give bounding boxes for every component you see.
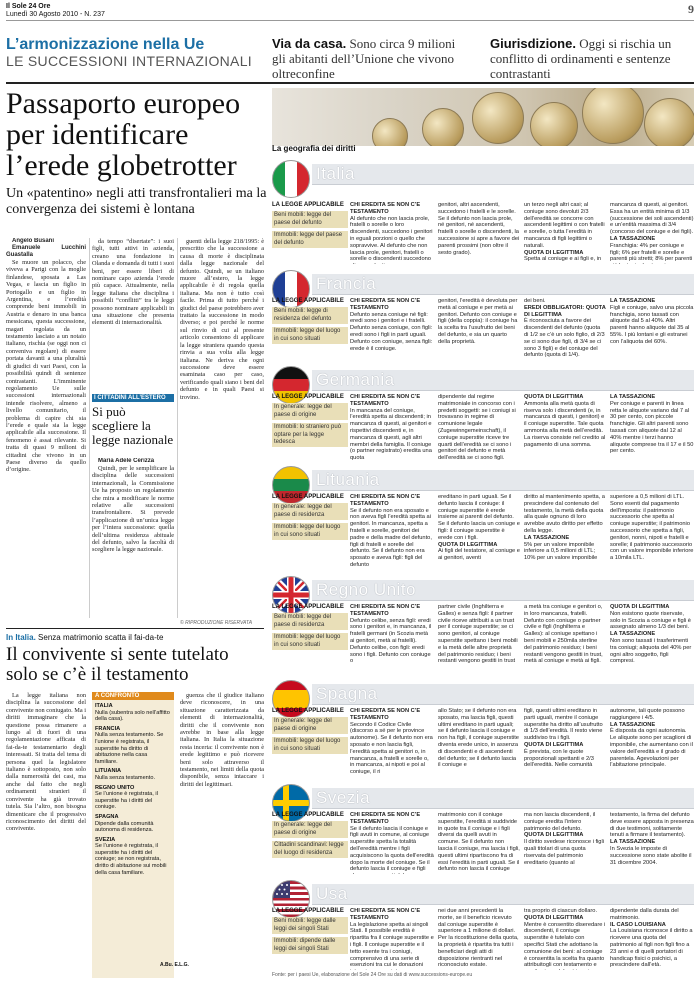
box-title: Si può scegliere la legge nazionale (92, 404, 174, 447)
law-header: LA LEGGE APPLICABILE (272, 908, 344, 914)
law-header: LA LEGGE APPLICABILE (272, 708, 344, 714)
cell-heading: QUOTA DI LEGITTIMA (438, 541, 498, 548)
cell-text: testamento, la firma del defunto deve essere apposta in presenza di due testimoni, solitamente tenuti a firmare il testamento). (610, 812, 694, 839)
byline: Angelo Busani (12, 238, 55, 244)
coin-image (530, 102, 578, 146)
article-column (6, 238, 86, 618)
coin-image (644, 98, 694, 146)
cell-text: Defunto senza coniuge né figli: eredi sono i genitori e i fratelli. Defunto senza coniuge, con figli: eredi sono i figli in parti uguali. Defunto con coniuge, senza figli: erede è il coniuge. (350, 311, 433, 352)
country-spagna (272, 676, 694, 780)
cell-heading: QUOTA DI LEGITTIMA (610, 604, 670, 610)
cell-text: Spetta al coniuge e ai figli e, in (524, 256, 602, 263)
cell-text: dipendente dalla durata del matrimonio. (610, 908, 679, 921)
section-divider (6, 628, 264, 629)
cell-heading: CHI EREDITA SE NON C’È TESTAMENTO (350, 708, 421, 721)
coin-image (582, 88, 644, 144)
heirs-cell (438, 494, 520, 570)
sidebar-box (92, 394, 174, 447)
country-name: Spagna (316, 684, 378, 703)
cell-text: superiore a 0,5 milioni di LTL. Sono esenti dal pagamento dell’imposta: il patrimonio successorio che spetta al coniuge superstite; il patrimonio successorio che spetta a figli, genitori, nonni, nipoti e fratelli e sorelle; il patrimonio successorio con un valore imponibile inferiore a 10mila LTL. (610, 494, 694, 562)
teaser-expats (272, 36, 472, 81)
applicable-law (272, 494, 348, 543)
article-column (6, 692, 86, 980)
cell-text: Mentre è consentito diseredare i discendenti, il coniuge superstite è tutelato con specifici Stati che adottano la comunione dei beni: al coniuge è consentita la scelta fra quanto attribuitogli con testamento e (524, 921, 606, 969)
law-item: Immobili: legge del luogo in cui sono situati (272, 633, 348, 650)
article-text: Se muore un polacco, che viveva a Parigi con la moglie finlandese, sposata a Las Vegas, e lascia un figlio in Portogallo e un figlio in Argentina, e l’eredità comprende beni immobili in Austria e denaro in una banca messicana, questa successione, magari regolata da un testamento lasciato a un notaio italiano, rischia (se oggi non ci conveniva regolare) di essere portata davanti a una pluralità di giudici di vari Paesi, con la possibilità quindi di sentenze contrastanti. L’imminente regolamento Ue sulle successioni internazionali intende risolvere, almeno a livello comunitario, il problema di capire chi sia l’erede e quale sia la legge applicabile alla successione. Il fenomeno è assai rilevante. Si tratta di quasi 9 milioni di cittadini che vivono in un Paese diverso da quello d’origine. (6, 259, 86, 474)
law-item: In generale: legge del paese di origine (272, 717, 348, 734)
cell-heading: QUOTA DI LEGITTIMA (524, 249, 584, 256)
tax-cell (610, 202, 694, 264)
teaser-text: Oggi si rischia un conflitto di ordinamenti e sentenze contrastanti (490, 36, 672, 81)
article-text: da tempo “disertate”: i suoi figli, tutti attivi in azienda, creano una fondazione in Olanda e domanda di tutti i suoi beni, per essere liberi di nominare capo azienda l’erede più capace. Attualmente, nella legge italiana che disciplina i possibili “conflitti” tra le leggi possono nominare applicabili in una situazione che presenta elementi di internazionalità. (92, 238, 174, 327)
country-name: Usa (316, 884, 348, 903)
graphic-source: Fonte: per i paesi Ue, elaborazione del Sole 24 Ore su dati di www.successions-europe.eu (272, 972, 473, 978)
law-item: Immobili: lo straniero può optare per la legge tedesca (272, 423, 348, 447)
heirs-cell (438, 604, 520, 674)
newspaper-name: Il Sole 24 Ore (6, 3, 51, 10)
cell-text: Defunto celibe, senza figli: eredi sono i genitori e, in mancanza, il fratelli germani (in Scozia metà ai genitori, metà ai fratelli). Defunto celibe, con figli: eredi sono i figli. Defunto con coniuge o (350, 617, 432, 665)
applicable-law (272, 394, 348, 450)
cell-heading: LA TASSAZIONE (610, 298, 656, 304)
box-label: I CITTADINI ALL’ESTERO (92, 394, 174, 402)
law-item: In generale: legge del paese di origine (272, 821, 348, 838)
graphic-title: La geografia dei diritti (272, 144, 356, 153)
comparison-box (92, 692, 174, 978)
reserve-cell (524, 394, 606, 460)
cell-text: ma non lascia discendenti, il coniuge eredita l’intero patrimonio del defunto. (524, 812, 596, 832)
cell-heading: IL CASO LOUISIANA (610, 921, 666, 928)
heirs-cell (438, 812, 520, 874)
heirs-cell (438, 394, 520, 460)
cell-text: In mancanza del coniuge, l’eredità spetta ai discendenti; in mancanza di questi, ai genitori e rispettivi discendenti e, in mancanza di questi, agli altri membri della famiglia. Il coniuge (o partner registrato) eredita una quota (350, 407, 432, 460)
cell-text: Franchigia: 4% per coniuge e figli; 6% per fratelli e sorelle e parenti più stretti; 8% per parenti (610, 242, 693, 263)
country-banner (312, 884, 694, 905)
cell-heading: LA TASSAZIONE (610, 394, 656, 400)
cell-text: genitori, altri ascendenti, succedono i fratelli e le sorelle. Se il defunto non lascia prole, né genitori, né ascendenti, fratelli o sorelle o discendenti, la successione si apre a favore dei parenti prossimi (non oltre il sesto grado). (438, 202, 520, 256)
cell-text: Se il defunto non era sposato e non aveva figli l’eredità spetta ai genitori. In mancanza, spetta a fratelli e sorelle, genitori dei padre e della madre del defunto, figli di fratelli e sorelle del defunto. Se il defunto non era sposato e aveva figli: figli del defunto (350, 507, 432, 568)
reserve-cell (524, 298, 606, 360)
applicable-law (272, 202, 348, 251)
cell-text: matrimonio con il coniuge superstite, l’eredità si suddivide in quote tra il coniuge e i figli diversi da quelli avuti in comune. Se il defunto non lascia il coniuge, ma lascia i figli, questi ultimi ripartiscono fra di essi l’eredità in parti uguali. Se il defunto non lascia il coniuge (438, 812, 520, 873)
cell-text: Non esistono quote riservate, solo in Scozia a coniuge e figli è assegnato almeno 1/3 dei beni. (610, 610, 691, 631)
column-divider (89, 238, 90, 618)
cell-heading: LA TASSAZIONE (610, 235, 656, 242)
law-item: Beni mobili: legge del paese del defunto (272, 211, 348, 228)
heirs-cell (350, 908, 434, 970)
comparison-item (95, 814, 171, 834)
applicable-law (272, 708, 348, 757)
cell-text: partner civile (Inghilterra e Galles) e senza figli: il partner civile riceve attribuiti a un trust per il coniuge superstite; se ci sono genitori, al coniuge superstite spettano i beni mobili e la metà delle altre proprietà del patrimonio residuo; i beni restanti vengono gestiti in trust (438, 604, 518, 665)
column-divider (177, 238, 178, 618)
second-kicker (6, 633, 163, 642)
law-item: Cittadini scandinavi: legge del luogo di residenza (272, 841, 348, 858)
comparison-text: Nulla senza testamento. (95, 774, 156, 781)
reserve-cell (524, 708, 606, 778)
applicable-law (272, 298, 348, 347)
comparison-text: Dipende dalla comunità autonoma di residenza. (95, 820, 154, 834)
country-germania (272, 362, 694, 462)
main-deck: Un «patentino» negli atti transfrontalieri ma la convergenza dei sistemi è lontana (6, 186, 267, 217)
country-lituania (272, 462, 694, 572)
article-text: Quindi, per le semplificare la disciplina delle successioni internazionali, la Commissione Ue ha proposto un regolamento che mira a modificare le norme relative alle successioni transfrontaliere. Si prevede l’applicazione di un’unica legge per l’intera successione: quella dell’ultima residenza abituale del defunto, salvo la facoltà di scegliere la legge nazionale. (92, 465, 174, 554)
cell-text: Al defunto che non lascia prole, fratelli o sorelle o loro discendenti, succedono i genitori in eguali porzioni o quello che sopravvive. Al defunto che non lascia prole, genitori, fratelli o sorelle o discendenti succedono (350, 215, 433, 263)
cell-text: Se il defunto lascia il coniuge e figli avuti in comune, al coniuge superstite spetta la totalità dell’eredità mentre i figli acquisiscono la quota dell’eredità dopo la morte del coniuge. Se il defunto lascia il coniuge e figli (350, 825, 434, 873)
heirs-cell (350, 494, 434, 570)
law-header: LA LEGGE APPLICABILE (272, 604, 344, 610)
comparison-country: REGNO UNITO (95, 784, 135, 791)
cell-heading: CHI EREDITA SE NON C’È TESTAMENTO (350, 202, 421, 215)
kicker-text: Senza matrimonio scatta il fai-da-te (38, 633, 164, 642)
teaser-text: Sono circa 9 milioni gli abitanti dell’Unione che vivono oltreconfine (272, 36, 456, 81)
law-header: LA LEGGE APPLICABILE (272, 202, 344, 208)
author-initials: A.Bu. E.L.G. (160, 962, 189, 968)
cell-text: Figli e coniuge, salvo una piccola franchigia, sono tassati con aliquote dal 5 al 40%. Altri parenti hanno aliquote dal 35 al 55%. I più lontani e gli estranei con l’aliquota del 60%. (610, 304, 694, 345)
heirs-cell (350, 812, 434, 874)
article-column (180, 238, 264, 618)
country-name: Svezia (316, 788, 371, 807)
cell-text: 5% per un valore imponibile inferiore a 0,5 milioni di LTL; 10% per un valore imponibile (524, 541, 598, 562)
comparison-text: Se l’unione è registrata, il superstite ha i diritti del coniuge; se non registrata, diritto di abitazione sui mobili della casa familiare. (95, 843, 167, 876)
cell-heading: EREDI OBBLIGATORI: QUOTA DI LEGITTIMA (524, 304, 606, 318)
masthead (6, 3, 105, 19)
cell-text: un terzo negli altri casi; al coniuge sono devoluti 2/3 dell’eredità se concorre con ascendenti legittimi o con fratelli e sorelle, o tutta l’eredità in mancanza di figli legittimi o naturali. (524, 202, 605, 249)
country-name: Francia (316, 274, 377, 293)
cell-heading: CHI EREDITA SE NON C’È TESTAMENTO (350, 494, 421, 507)
cell-text: mancanza di questi, ai genitori. Essa ha un entità minima di 1/3 (successione dei soli ascendenti) e un’entità massima di 3/4 (concorso del coniuge e dei figli). (610, 202, 694, 236)
comparison-country: SPAGNA (95, 813, 119, 820)
cell-heading: QUOTA DI LEGITTIMA (524, 832, 584, 839)
teaser-jurisdiction (490, 36, 695, 81)
top-divider (6, 20, 694, 21)
cell-heading: CHI EREDITA SE NON C’È TESTAMENTO (350, 298, 421, 311)
teaser-lead: Via da casa. (272, 36, 347, 51)
comparison-item (95, 837, 171, 877)
law-item: Immobili: dipende dalle leggi dei singoli Stati (272, 937, 348, 954)
heirs-cell (524, 604, 606, 674)
cell-text: Ai figli del testatore, al coniuge e ai genitori, aventi (438, 548, 520, 562)
country-name: Germania (316, 370, 395, 389)
issue-date: Lunedì 30 Agosto 2010 - N. 237 (6, 11, 105, 18)
comparison-country: LITUANIA (95, 768, 122, 775)
reserve-cell (524, 908, 606, 970)
law-item: Beni mobili: legge di residenza del defunto (272, 307, 348, 324)
tax-cell (610, 298, 694, 360)
country-banner (312, 164, 694, 185)
cell-text: La legislazione spetta ai singoli Stati. Il possibile eredità è ripartita fra il coniuge superstite e i figli. Il coniuge superstite e il tetto esente tra i coniugi, comprensivo di una serie di esenzioni tra cui le donazioni (350, 921, 434, 969)
copyright-note: © RIPRODUZIONE RISERVATA (180, 620, 253, 626)
cell-text: nei due anni precedenti la morte, se il beneficio ricevuto dal coniuge superstite è superiore a 1 milione di dollari. Per la ricostituzione della quota, la proprietà è ripartita tra tutti i beneficiari degli atti di disposizione rientranti nel riconosciuto estate. (438, 908, 519, 969)
tax-cell (610, 604, 694, 674)
article-column (92, 458, 174, 618)
comparison-text: Nulla (subentra solo nell’affitto della casa). (95, 709, 170, 723)
section-subtitle: LE SUCCESSIONI INTERNAZIONALI (6, 53, 252, 69)
country-banner (312, 274, 694, 295)
comparison-item (95, 768, 171, 781)
cell-heading: LA TASSAZIONE (524, 534, 570, 541)
cell-heading: QUOTA DI LEGITTIMA (524, 394, 584, 400)
country-banner (312, 370, 694, 391)
article-text: guenti della legge 218/1995: è prescritto che la successione a causa di morte è disciplinata dalla legge nazionale del defunto. Quindi, se un italiano muore all’estero, la legge applicabile è di regola quella italiana. Ma non è tutto così facile. Prima di tutto perché i giudici del paese potrebbero aver trattato la successione in modo diverso; e poi perché le norme sul rinvio di cui al presente articolo consentono di applicare la legge straniera quando questa rinvia a sua volta alla legge italiana. Ne deriva che ogni successione deve essere esaminata caso per caso, verificando quali siano i beni del defunto e in quali Paesi si trovino. (180, 238, 264, 401)
main-headline: Passaporto europeo per identificare l’erede globetrotter (6, 87, 241, 182)
country-svezia (272, 780, 694, 876)
byline: Maria Adele Cerizza (98, 458, 155, 464)
heirs-cell (350, 708, 434, 778)
reserve-cell (524, 812, 606, 874)
cell-text: Per coniuge e parenti in linea retta le aliquote variano dal 7 al 30 per cento, con piccole franchigie. Gli altri parenti sono tassati con aliquote dal 12 al 40% mentre i terzi hanno aliquote comprese tra il 17 e il 50 per cento. (610, 400, 694, 455)
cell-heading: CHI EREDITA SE NON C’È TESTAMENTO (350, 908, 421, 921)
cell-text: allo Stato; se il defunto non era sposato, ma lascia figli, questi ultimi ereditano in parti uguali; se il defunto lascia il coniuge e non ha figli, il coniuge superstite diventa erede unico, in assenza di discendenti e di ascendenti del defunto; se il defunto lascia il coniuge e (438, 708, 519, 769)
law-header: LA LEGGE APPLICABILE (272, 394, 344, 400)
country-banner (312, 580, 694, 601)
cell-text: È prevista, con le quote proporzionali spettanti e 2/3 dell’eredità. Nelle comunità (524, 748, 594, 769)
cell-heading: CHI EREDITA SE NON C’È TESTAMENTO (350, 394, 421, 407)
country-banner (312, 684, 694, 705)
cell-text: Non sono tassati i trasferimenti tra coniugi; aliquota del 40% per ogni altro soggetto, figli compresi. (610, 637, 692, 665)
cell-heading: QUOTA DI LEGITTIMA (524, 741, 584, 748)
applicable-law (272, 908, 348, 957)
teaser-lead: Giurisdizione. (490, 36, 576, 51)
law-item: Immobili: legge del luogo in cui sono situati (272, 737, 348, 754)
law-item: Beni mobili: legge dalle leggi dei singoli Stati (272, 917, 348, 934)
cell-heading: LA TASSAZIONE (610, 721, 656, 728)
cell-text: È riconosciuta a favore dei discendenti del defunto (quota di 1/2 se c’è un solo figlio, di 2/3 se ci sono due figli, di 3/4 se ci sono 3 figli) e del coniuge del defunto (quota di 1/4). (524, 318, 605, 359)
comparison-label: A CONFRONTO (92, 692, 174, 700)
heirs-cell (438, 298, 520, 360)
country-banner (312, 470, 694, 491)
country-francia (272, 266, 694, 362)
country-banner (312, 788, 694, 809)
cell-text: Secondo il Codice Civile (discorso a sé per le province autonome). Se il defunto non era sposato e non lascia figli, l’eredità spetta ai genitori o, in mancanza, a fratelli e sorelle o, in mancanza, ai nipoti e poi al coniuge, il ri (350, 721, 433, 776)
heirs-cell (350, 298, 434, 360)
tax-cell (610, 908, 694, 970)
cell-text: figli, questi ultimi ereditano in parti uguali, mentre il coniuge superstite ha diritto all’usufrutto di 1/3 dell’eredità. Il resto viene suddiviso tra i figli. (524, 708, 603, 742)
law-header: LA LEGGE APPLICABILE (272, 494, 344, 500)
coin-image (472, 92, 524, 144)
tax-cell (610, 708, 694, 778)
second-headline: Il convivente si sente tutelato solo se c’è il testamento (6, 644, 229, 685)
comparison-country: SVEZIA (95, 836, 116, 843)
header-divider (6, 82, 694, 84)
reserve-cell (524, 202, 606, 264)
cell-text: In Svezia le imposte di successione sono state abolite il 31 dicembre 2004. (610, 845, 692, 866)
tax-cell (610, 494, 694, 570)
cell-text: ereditano in parti uguali. Se il defunto lascia il coniuge: il coniuge superstite è erede insieme ai parenti del defunto. Se il defunto lascia un coniuge e figli: il coniuge superstite è erede con i figli. (438, 494, 520, 541)
cell-text: La Louisiana riconosce il diritto a ricevere una quota del patrimonio al figli non figli fino a 23 anni e di quelli portatori di handicap fisici o psichici, a prescindere dall’età. (610, 928, 693, 969)
comparison-item (95, 703, 171, 723)
article-column (180, 692, 264, 980)
law-header: LA LEGGE APPLICABILE (272, 298, 344, 304)
comparison-country: ITALIA (95, 703, 113, 709)
comparison-item (95, 785, 171, 811)
kicker-lead: In Italia. (6, 633, 36, 642)
cell-text: dei beni. (524, 298, 546, 304)
country-name: Lituania (316, 470, 380, 489)
heirs-cell (438, 202, 520, 264)
law-header: LA LEGGE APPLICABILE (272, 812, 344, 818)
applicable-law (272, 604, 348, 653)
page-number: 9 (688, 2, 694, 16)
country-name: Italia (316, 164, 355, 183)
applicable-law (272, 812, 348, 861)
cell-text: tra proprio di ciascun dollaro. (524, 908, 598, 914)
cell-text: diritto al mantenimento spetta, a prescindere dal contenuto del testamento, la metà della quota alla quale ognuno di loro avrebbe avuto diritto per effetto della legge. (524, 494, 605, 534)
comparison-item (95, 726, 171, 766)
coin-image (372, 118, 408, 146)
country-italia (272, 156, 694, 266)
cell-heading: CHI EREDITA SE NON C’È TESTAMENTO (350, 812, 421, 825)
country-name: Regno Unito (316, 580, 417, 599)
tax-cell (610, 812, 694, 874)
reserve-cell (524, 494, 606, 570)
cell-text: autonome, tali quote possono raggiungere i 4/5. (610, 708, 685, 721)
article-text: La legge italiana non disciplina la successione del convivente non coniugato. Ma i diritti immaginare che la questione possa rimanere a lungo al di fuori di una regolamentazione afficata di fai-da-te testamentario degli interessati. Si tratta del tema di persona quel la legislatore italiano è sottoposto, non solo dalla numerosità dei casi, ma anche dal fatto che negli ordinamenti stranieri il convivente ha già trovato tutela. Sia l’altro, non bisogna dimenticare che il progressivo riconoscimento dei diritti del convivente. (6, 692, 86, 833)
cell-text: Il diritto svedese riconosce i figli quali titolari di una quota riservata del patrimonio ereditario (quanto al (524, 839, 604, 866)
cell-heading: LA TASSAZIONE (610, 631, 656, 638)
law-item: Immobili: legge del luogo in cui sono situati (272, 327, 348, 344)
section-title: L’armonizzazione nella Ue (6, 36, 205, 53)
heirs-cell (350, 202, 434, 264)
heirs-cell (438, 908, 520, 970)
country-regno-unito (272, 572, 694, 676)
article-text: guenza che il giudice italiano deve riconoscere, in una situazione caratterizzata da elementi di internazionalità, diritti che il convivente non avrebbe in base alla legge italiana. In Italia la situazione resta incerta: il convivente non è erede legittimo e può ricevere beni solo attraverso il testamento, nei limiti della quota disponibile, senza intaccare i diritti dei legittimari. (180, 692, 264, 788)
italy-flag-icon (272, 160, 310, 198)
law-item: Beni mobili: legge del paese di residenza (272, 613, 348, 630)
cell-heading: QUOTA DI LEGITTIMA (524, 914, 584, 921)
comparison-country: FRANCIA (95, 725, 121, 732)
heirs-cell (350, 604, 434, 674)
tax-cell (610, 394, 694, 460)
law-item: In generale: legge del paese di origine (272, 403, 348, 420)
cell-heading: CHI EREDITA SE NON C’È TESTAMENTO (350, 604, 421, 617)
coins-photo (272, 88, 694, 146)
cell-heading: LA TASSAZIONE (610, 839, 656, 846)
article-column (92, 238, 174, 392)
cell-text: genitori, l’eredità è devoluta per metà al coniuge e per metà ai genitori. Defunto con coniuge e figli (della coppia): il coniuge ha la scelta tra l’usufrutto dei beni del defunto, e sia un quarto della proprietà. (438, 298, 518, 345)
cell-text: a metà tra coniuge e genitori o, in loro mancanza, fratelli. Defunto con coniuge o partner civile e figli (Inghilterra e Galles): al coniuge spettano i beni mobili e 250mila sterline del patrimonio residuo; i beni restanti vengono gestiti in trust, metà al coniuge e metà ai figli. (524, 604, 603, 665)
comparison-text: Nulla senza testamento. Se l’unione è registrata, il superstite ha diritto di abitazione nella casa familiare. (95, 732, 164, 765)
law-item: Immobili: legge del paese del defunto (272, 231, 348, 248)
heirs-cell (438, 708, 520, 778)
country-usa (272, 876, 694, 972)
law-item: In generale: legge del paese di residenza (272, 503, 348, 520)
cell-text: dipendente dal regime matrimoniale in concorso con i predetti soggetti: se i coniugi si trovavano in regime di comunione legale (Zugewinngemeinschaft), il coniuge superstite riceve tre quarti dell’eredità se ci sono i genitori del defunto e metà dell’eredità se ci sono figli. (438, 394, 516, 460)
byline: Emanuele Lucchini Guastalla (6, 245, 86, 258)
comparison-text: Se l’unione è registrata, il superstite ha i diritti del coniuge. (95, 791, 158, 811)
law-item: Immobili: legge del luogo in cui sono situati (272, 523, 348, 540)
coin-image (422, 108, 464, 146)
cell-text: Ammonta alla metà quota di riserva solo i discendenti (e, in mancanza di questi, i genitori) e il coniuge superstite. Tale quota ammonta alla metà dell’eredità. La riserva consiste nel credito al pagamento di una somma. (524, 400, 606, 448)
cell-text: È disposta da ogni autonomia. Le aliquote sono per scaglioni di imponibile, che aumentano con il valore dell’eredità e il grado di parentela. Agevolazioni per l’abitazione principale. (610, 728, 693, 769)
heirs-cell (350, 394, 434, 460)
